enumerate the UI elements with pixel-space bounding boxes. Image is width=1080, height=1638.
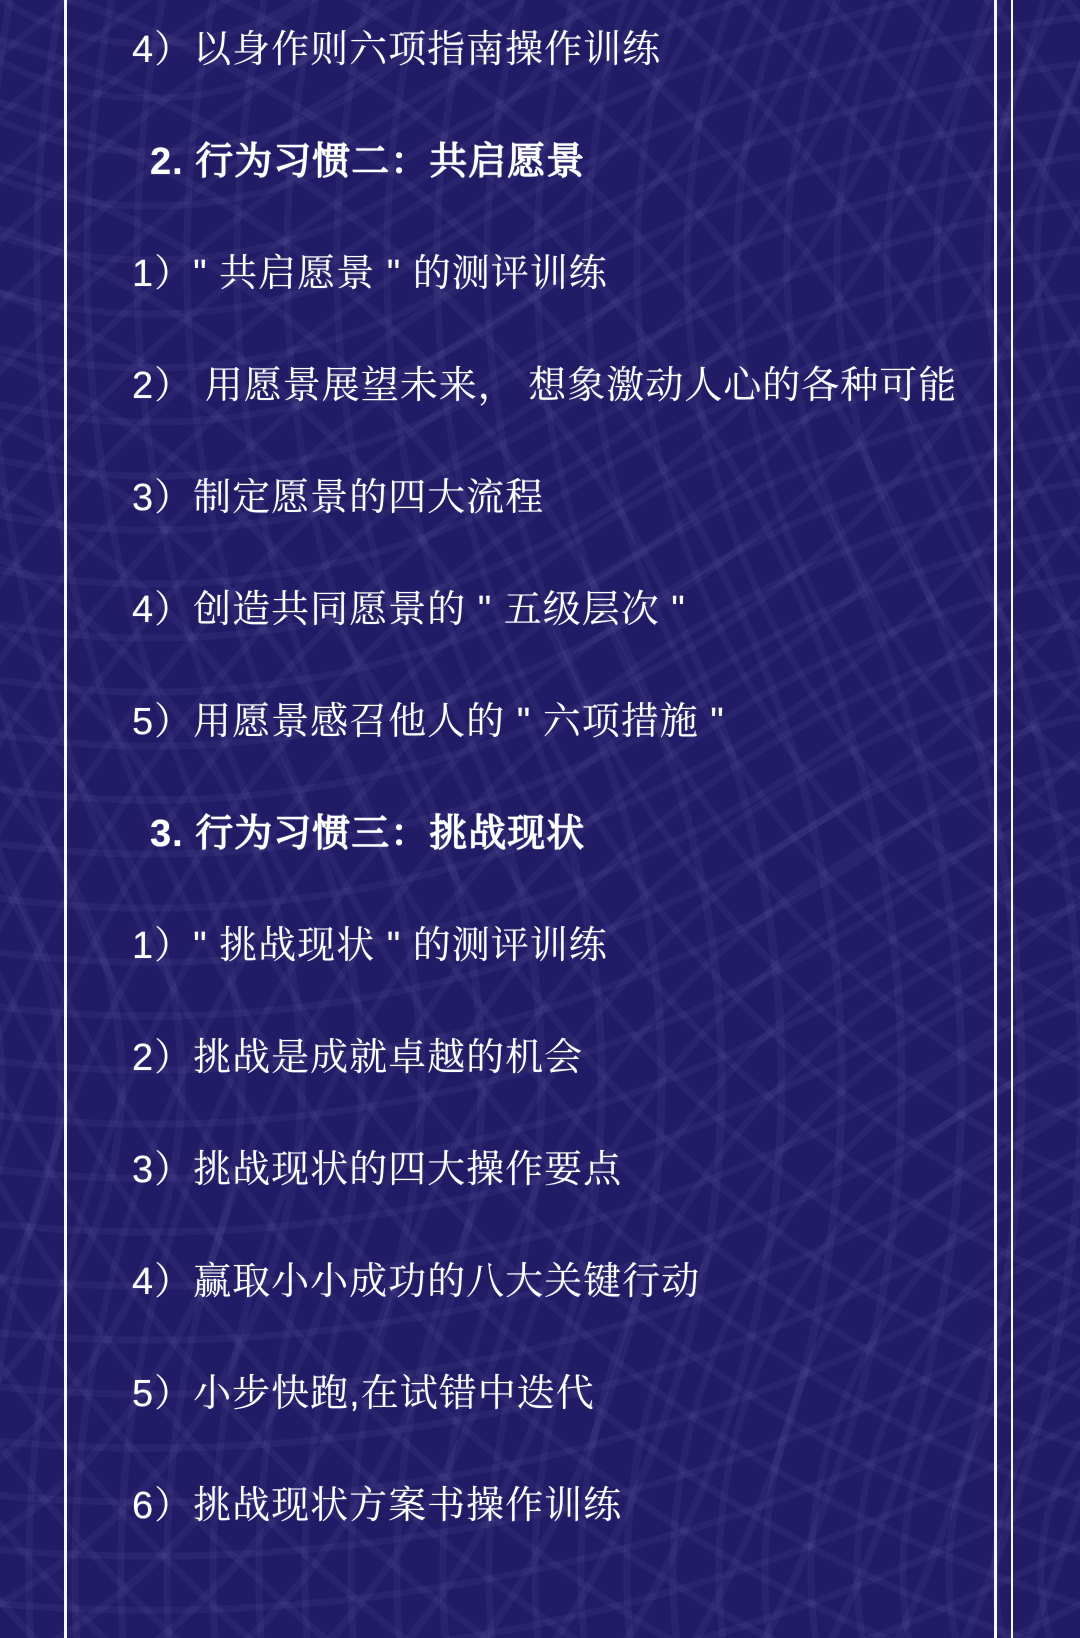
outline-item: 5）用愿景感召他人的 " 六项措施 " <box>132 701 725 743</box>
right-border-line-outer <box>994 0 997 1638</box>
left-border-line <box>64 0 67 1638</box>
outline-item: 1）" 共启愿景 " 的测评训练 <box>132 253 608 295</box>
outline-item: 4）创造共同愿景的 " 五级层次 " <box>132 589 686 631</box>
outline-item: 5）小步快跑,在试错中迭代 <box>132 1373 595 1415</box>
outline-item: 3）制定愿景的四大流程 <box>132 477 545 519</box>
outline-item: 6）挑战现状方案书操作训练 <box>132 1485 623 1527</box>
outline-list <box>132 15 994 1583</box>
outline-item: 4）赢取小小成功的八大关键行动 <box>132 1261 701 1303</box>
outline-item: 3）挑战现状的四大操作要点 <box>132 1149 623 1191</box>
section-heading: 2. 行为习惯二：共启愿景 <box>150 141 586 183</box>
outline-item: 2）挑战是成就卓越的机会 <box>132 1037 584 1079</box>
outline-item: 2） 用愿景展望未来， 想象激动人心的各种可能 <box>132 365 958 407</box>
right-border-line-inner <box>1011 0 1013 1638</box>
outline-item: 4）以身作则六项指南操作训练 <box>132 29 662 71</box>
outline-item: 1）" 挑战现状 " 的测评训练 <box>132 925 608 967</box>
section-heading: 3. 行为习惯三：挑战现状 <box>150 813 586 855</box>
